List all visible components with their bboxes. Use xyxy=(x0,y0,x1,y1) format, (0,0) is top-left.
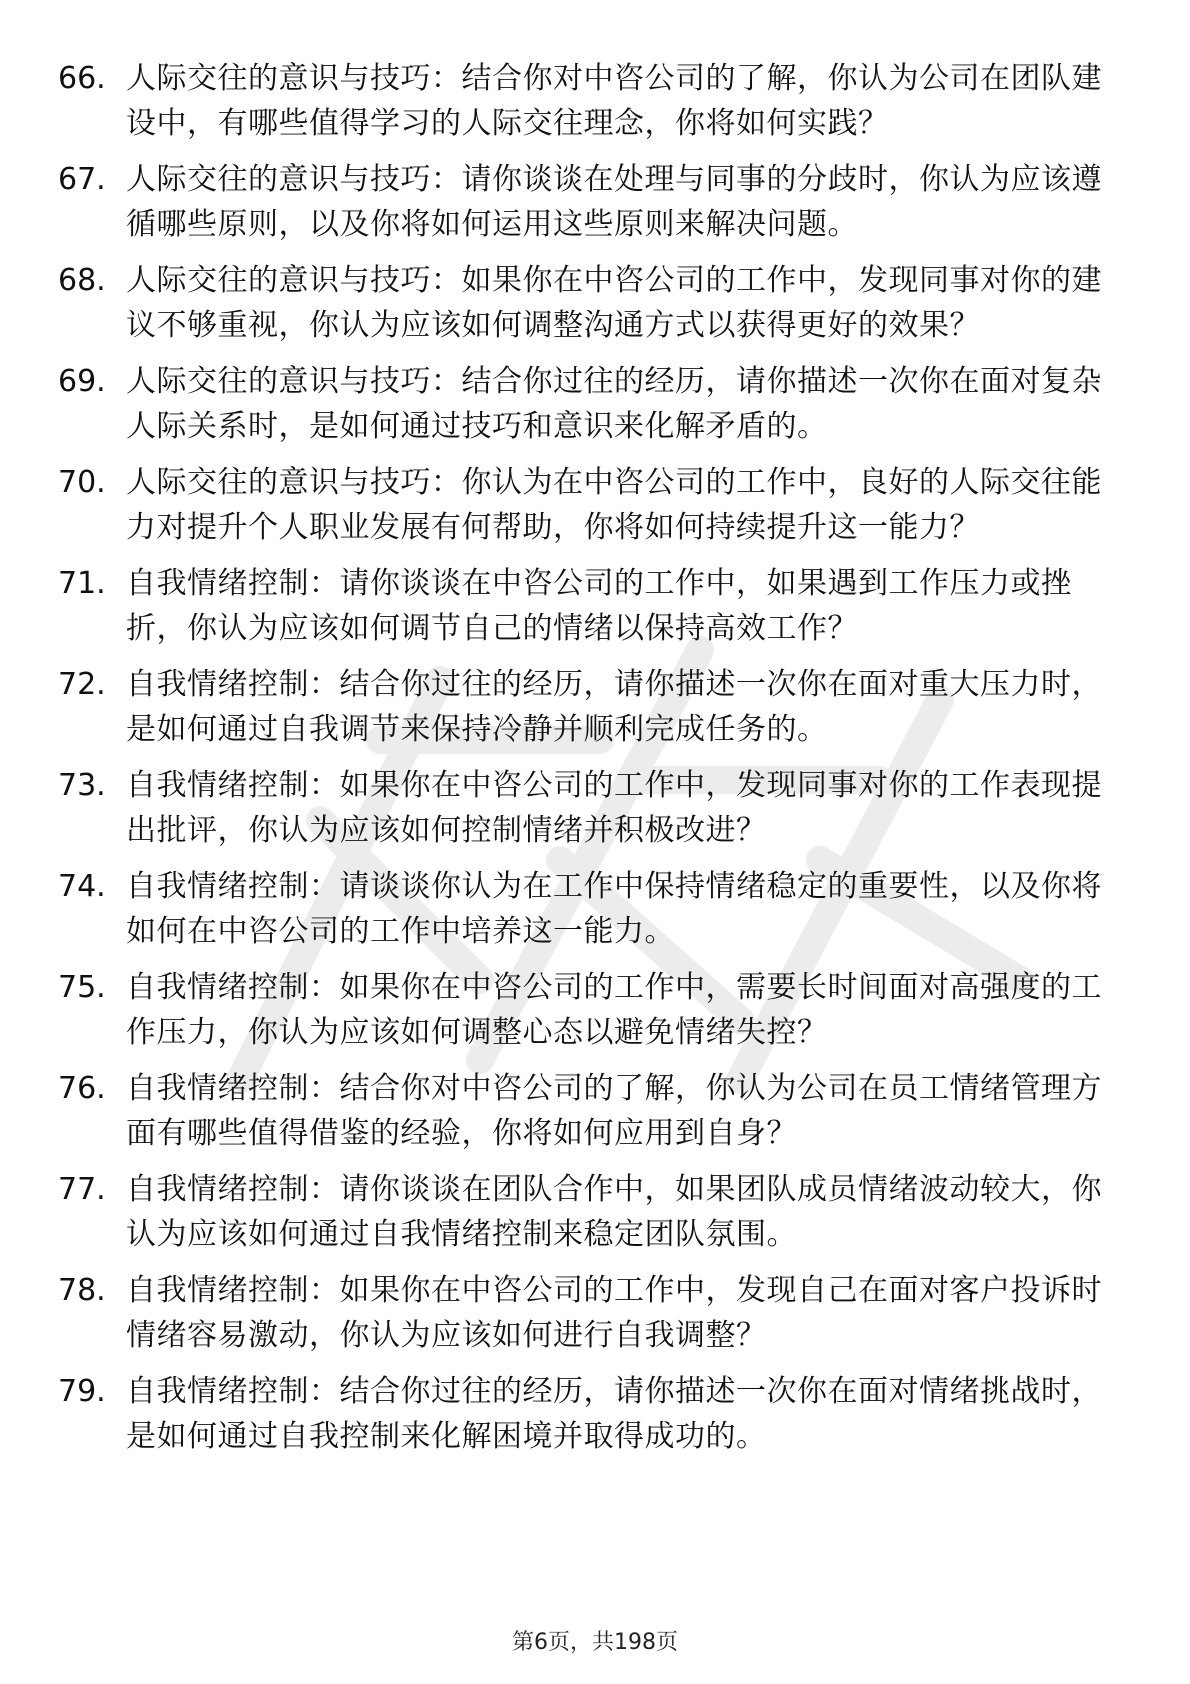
question-text: 人际交往的意识与技巧：结合你对中咨公司的了解，你认为公司在团队建设中，有哪些值得学习的人际交往理念，你将如何实践？ xyxy=(126,61,1102,141)
question-text: 自我情绪控制：如果你在中咨公司的工作中，发现同事对你的工作表现提出批评，你认为应该如何控制情绪并积极改进？ xyxy=(126,768,1102,848)
question-number: 76. xyxy=(58,1071,106,1106)
question-item xyxy=(58,864,1108,954)
question-text: 自我情绪控制：如果你在中咨公司的工作中，发现自己在面对客户投诉时情绪容易激动，你认为应该如何进行自我调整？ xyxy=(126,1273,1102,1353)
question-item xyxy=(58,965,1108,1055)
question-text: 自我情绪控制：请你谈谈在中咨公司的工作中，如果遇到工作压力或挫折，你认为应该如何调节自己的情绪以保持高效工作？ xyxy=(126,566,1072,646)
question-item xyxy=(58,157,1108,247)
question-item xyxy=(58,561,1108,651)
question-number: 77. xyxy=(58,1172,106,1207)
question-text: 自我情绪控制：请你谈谈在团队合作中，如果团队成员情绪波动较大，你认为应该如何通过自我情绪控制来稳定团队氛围。 xyxy=(126,1172,1102,1252)
question-list xyxy=(58,56,1108,1470)
question-number: 75. xyxy=(58,970,106,1005)
question-number: 78. xyxy=(58,1273,106,1308)
question-text: 人际交往的意识与技巧：如果你在中咨公司的工作中，发现同事对你的建议不够重视，你认为应该如何调整沟通方式以获得更好的效果？ xyxy=(126,263,1102,343)
question-item xyxy=(58,1369,1108,1459)
question-number: 79. xyxy=(58,1374,106,1409)
question-number: 67. xyxy=(58,162,106,197)
question-text: 自我情绪控制：如果你在中咨公司的工作中，需要长时间面对高强度的工作压力，你认为应该如何调整心态以避免情绪失控？ xyxy=(126,970,1102,1050)
question-item xyxy=(58,359,1108,449)
question-number: 71. xyxy=(58,566,106,601)
question-item xyxy=(58,763,1108,853)
page-footer xyxy=(0,1628,1190,1658)
question-number: 68. xyxy=(58,263,106,298)
question-item xyxy=(58,1268,1108,1358)
question-number: 66. xyxy=(58,61,106,96)
question-item xyxy=(58,1066,1108,1156)
question-number: 74. xyxy=(58,869,106,904)
question-text: 自我情绪控制：结合你过往的经历，请你描述一次你在面对重大压力时，是如何通过自我调节来保持冷静并顺利完成任务的。 xyxy=(126,667,1102,747)
question-item xyxy=(58,56,1108,146)
question-item xyxy=(58,1167,1108,1257)
question-text: 人际交往的意识与技巧：请你谈谈在处理与同事的分歧时，你认为应该遵循哪些原则，以及你将如何运用这些原则来解决问题。 xyxy=(126,162,1102,242)
question-text: 自我情绪控制：请谈谈你认为在工作中保持情绪稳定的重要性，以及你将如何在中咨公司的工作中培养这一能力。 xyxy=(126,869,1102,949)
question-text: 自我情绪控制：结合你对中咨公司的了解，你认为公司在员工情绪管理方面有哪些值得借鉴的经验，你将如何应用到自身？ xyxy=(126,1071,1102,1151)
question-number: 69. xyxy=(58,364,106,399)
question-item xyxy=(58,662,1108,752)
page-number-label: 第6页，共198页 xyxy=(512,1630,678,1655)
question-text: 人际交往的意识与技巧：结合你过往的经历，请你描述一次你在面对复杂人际关系时，是如何通过技巧和意识来化解矛盾的。 xyxy=(126,364,1102,444)
question-text: 自我情绪控制：结合你过往的经历，请你描述一次你在面对情绪挑战时，是如何通过自我控制来化解困境并取得成功的。 xyxy=(126,1374,1102,1454)
question-item xyxy=(58,460,1108,550)
question-number: 72. xyxy=(58,667,106,702)
question-text: 人际交往的意识与技巧：你认为在中咨公司的工作中，良好的人际交往能力对提升个人职业发展有何帮助，你将如何持续提升这一能力？ xyxy=(126,465,1102,545)
question-item xyxy=(58,258,1108,348)
question-number: 73. xyxy=(58,768,106,803)
question-number: 70. xyxy=(58,465,106,500)
